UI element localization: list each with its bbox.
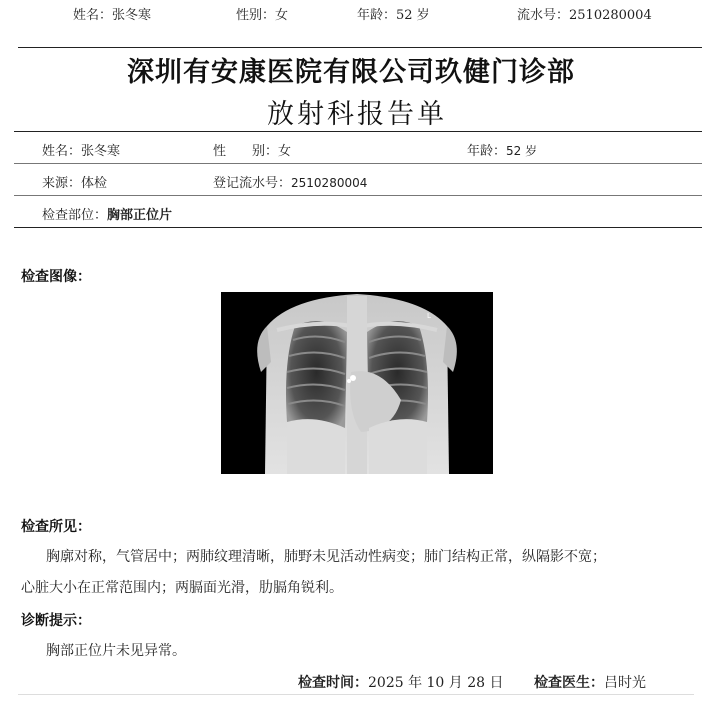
patient-age-value: 52 岁 — [506, 144, 538, 158]
reg-serial-value: 2510280004 — [291, 176, 368, 190]
top-serial-number: 流水号：2510280004 — [517, 8, 652, 23]
patient-gender-label: 性 别： — [213, 144, 279, 159]
chest-xray-graphic — [221, 292, 493, 474]
top-patient-age: 年龄：52 岁 — [357, 8, 430, 23]
xray-side-marker: L — [427, 312, 431, 320]
source-field — [42, 172, 107, 191]
patient-name-value: 张冬寒 — [81, 144, 121, 159]
report-title: 放射科报告单 — [267, 99, 447, 130]
chest-xray-image — [221, 292, 493, 474]
table-row-rule-2 — [14, 195, 702, 196]
findings-section-label: 检查所见： — [21, 519, 91, 535]
patient-name-label: 姓名： — [42, 144, 82, 159]
exam-time-field — [298, 672, 504, 692]
footer-rule — [18, 694, 694, 695]
exam-part-label: 检查部位： — [42, 208, 108, 223]
doctor-label: 检查医生： — [534, 675, 604, 691]
findings-text-line-1: 胸廓对称，气管居中；两肺纹理清晰，肺野未见活动性病变；肺门结构正常，纵隔影不宽； — [46, 549, 606, 565]
source-value: 体检 — [81, 176, 108, 191]
reg-serial-field — [213, 172, 367, 191]
diagnosis-text: 胸部正位片未见异常。 — [46, 643, 186, 659]
patient-gender-value: 女 — [278, 144, 292, 159]
exam-time-label: 检查时间： — [298, 675, 368, 691]
findings-text-line-2: 心脏大小在正常范围内；两膈面光滑，肋膈角锐利。 — [21, 580, 343, 596]
source-label: 来源： — [42, 176, 82, 191]
image-section-label: 检查图像： — [21, 269, 91, 285]
table-bottom-rule — [14, 227, 702, 228]
top-patient-name: 姓名：张冬寒 — [73, 8, 152, 23]
exam-part-value: 胸部正位片 — [107, 208, 173, 223]
diagnosis-section-label: 诊断提示： — [21, 613, 91, 629]
exam-time-value: 2025 年 10 月 28 日 — [368, 675, 504, 691]
patient-name-field — [42, 140, 120, 159]
table-row-rule-1 — [14, 163, 702, 164]
header-top-rule — [18, 47, 702, 48]
patient-gender-field — [213, 140, 291, 159]
doctor-value: 吕时光 — [604, 675, 646, 691]
patient-age-label: 年龄： — [467, 144, 507, 159]
exam-part-field — [42, 204, 172, 223]
doctor-field — [534, 672, 646, 692]
hospital-name: 深圳有安康医院有限公司玖健门诊部 — [127, 57, 575, 88]
patient-age-field — [467, 140, 537, 159]
top-patient-gender: 性别：女 — [236, 8, 289, 23]
table-top-rule — [14, 131, 702, 132]
reg-serial-label: 登记流水号： — [213, 176, 292, 191]
